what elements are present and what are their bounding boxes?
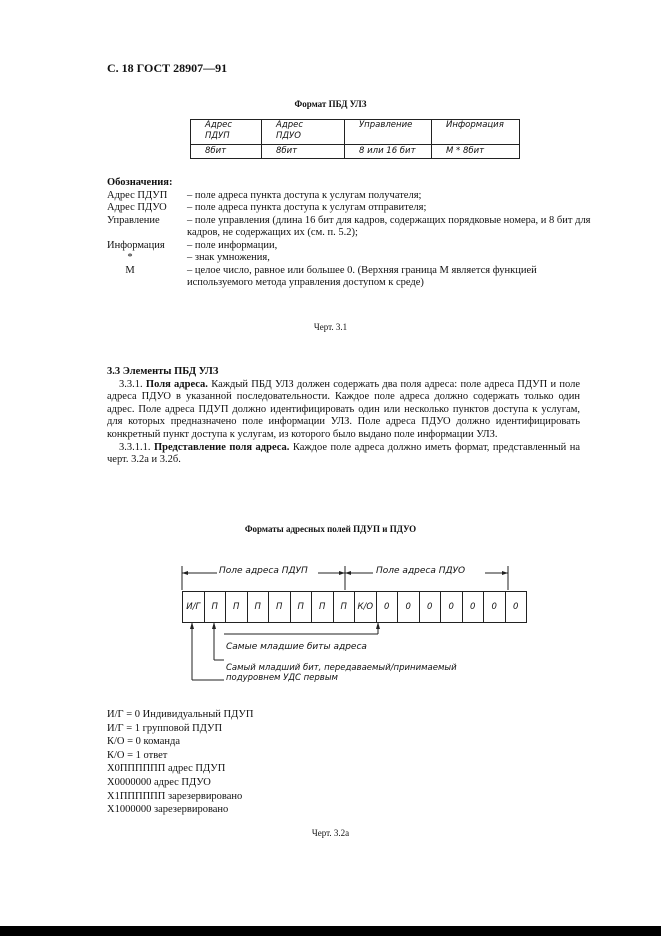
arrow-head [502,571,508,575]
glossary-item: К/О = 0 команда [107,736,181,748]
bit-cell: 0 [397,591,420,623]
page-header: С. 18 ГОСТ 28907—91 [107,61,228,75]
legend-item: Управление – поле управления (длина 16 бит для кадров, содержащих порядковые номера, и 8 бит для кадров, не содержащих их (см. п. 5.2); [107,214,591,238]
label-pduo-field: Поле адреса ПДУО [376,566,466,576]
header-cell: Адрес ПДУП [191,120,262,145]
size-cell: 8бит [262,145,345,159]
note-first-bit: Самый младший бит, передаваемый/принимаемый подуровнем УДС первым [226,663,457,683]
section-heading: 3.3 Элементы ПБД УЛЗ [107,366,219,377]
glossary-item: Х1000000 зарезервировано [107,804,229,816]
arrow-head [212,622,216,629]
header-cell: Информация [432,120,520,145]
glossary-item: К/О = 1 ответ [107,749,168,761]
glossary-item: Х1ПППППП зарезервировано [107,790,243,802]
header-cell: Адрес ПДУО [262,120,345,145]
arrow-head [376,622,380,629]
label-pdup-field: Поле адреса ПДУП [219,566,308,576]
figure-caption: Черт. 3.2а [311,828,350,838]
bit-cell: П [204,591,227,623]
bit-cell: П [311,591,334,623]
bit-cell: П [268,591,291,623]
format-table-title: Формат ПБД УЛЗ [294,99,367,109]
legend-item: * – знак умножения, [127,252,270,263]
legend-item: Информация – поле информации, [107,239,278,251]
glossary-item: Х0ПППППП адрес ПДУП [107,763,226,775]
figure-caption: Черт. 3.1 [313,322,348,332]
size-cell: М * 8бит [432,145,520,159]
bit-cell: 0 [505,591,528,623]
legend-title: Обозначения: [107,177,173,188]
note-lowest-bits: Самые младшие биты адреса [226,642,367,652]
bit-cell: 0 [440,591,463,623]
legend-item: Адрес ПДУП – поле адреса пункта доступа к услугам получателя; [107,189,422,201]
size-cell: 8 или 16 бит [345,145,432,159]
bit-cell: П [290,591,313,623]
bit-cell: 0 [419,591,442,623]
glossary-item: И/Г = 0 Индивидуальный ПДУП [107,709,254,720]
arrow-head [345,571,351,575]
paragraph: 3.3.1. Поля адреса. Каждый ПБД УЛЗ должен содержать два поля адреса: поле адреса ПДУП и поле адреса ПДУО в указанной последовательности. Каждое поле адреса должно содержать только один адрес. Поле адреса ПДУП должно идентифицировать один или несколько пунктов доступа к услугам, для которых предназначено поле информации УЛЗ. Поле адреса ПДУО должно идентифицировать конкретный пункт доступа к услугам, из которого было выдано поле информации УЛЗ. [107,378,580,440]
arrow-head [182,571,188,575]
size-cell: 8бит [191,145,262,159]
paragraph: 3.3.1.1. Представление поля адреса. Каждое поле адреса должно иметь формат, представленный на черт. 3.2а и 3.2б. [107,441,581,466]
diagram-title: Форматы адресных полей ПДУП и ПДУО [244,524,417,534]
legend-item: М – целое число, равное или большее 0. (Верхняя граница М является функцией используемого метода управления доступом к среде) [125,264,537,288]
header-cell: Управление [345,120,432,145]
bit-cell: К/О [354,591,377,623]
glossary-item: И/Г = 1 групповой ПДУП [107,722,223,734]
bit-cell: П [247,591,270,623]
arrow-head [190,622,194,629]
bit-cell: 0 [483,591,506,623]
bit-cell: 0 [376,591,399,623]
bit-cell: И/Г [182,591,205,623]
legend-item: Адрес ПДУО – поле адреса пункта доступа к услугам отправителя; [107,202,427,213]
glossary-item: Х0000000 адрес ПДУО [107,776,211,788]
bit-cells [183,591,527,623]
arrow-head [339,571,345,575]
bit-cell: П [333,591,356,623]
page-border [0,926,661,936]
bit-cell: П [225,591,248,623]
bit-cell: 0 [462,591,485,623]
glossary [107,708,253,817]
